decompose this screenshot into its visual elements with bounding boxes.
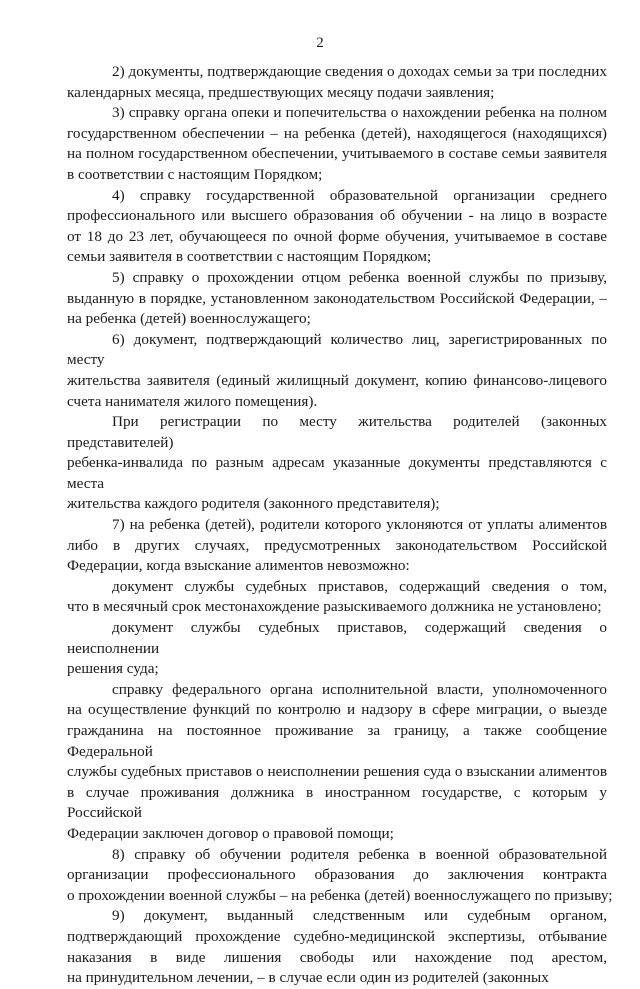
text-line: государственном обеспечении – на ребенка (детей), находящегося (находящихся) [67,124,607,142]
text-line: от 18 до 23 лет, обучающееся по очной форме обучения, учитываемое в составе [67,227,607,245]
text-line: о прохождении военной службы – на ребенка (детей) военнослужащего по призыву; [67,886,613,904]
paragraph [67,906,607,988]
paragraph [67,103,607,185]
paragraph [67,330,607,412]
paragraph [67,577,607,618]
text-line: либо в других случаях, предусмотренных законодательством Российской [67,536,607,554]
text-line: в соответствии с настоящим Порядком; [67,165,323,183]
text-line: службы судебных приставов о неисполнении решения суда о взыскании алиментов [67,763,607,781]
text-line: профессионального или высшего образования об обучении - на лицо в возрасте [67,207,607,225]
text-line: 9) документ, выданный следственным или судебным органом, [112,907,607,925]
text-line: ребенка-инвалида по разным адресам указанные документы представляются с места [67,454,607,492]
text-line: подтверждающий прохождение судебно-медицинской экспертизы, отбывание [67,927,607,945]
text-line: организации профессионального образования до заключения контракта [67,866,607,884]
text-line: документ службы судебных приставов, содержащий сведения о неисполнении [67,619,607,657]
text-line: документ службы судебных приставов, содержащий сведения о том, [112,577,607,595]
paragraph [67,515,607,577]
paragraph [67,412,607,515]
text-line: Федерации, когда взыскание алиментов невозможно: [67,557,410,575]
page-number: 2 [316,35,324,51]
text-line: При регистрации по месту жительства родителей (законных представителей) [67,413,607,451]
text-line: справку федерального органа исполнительной власти, уполномоченного [112,680,607,698]
text-line: на полном государственном обеспечении, учитываемого в составе семьи заявителя [67,145,607,163]
document-body [67,62,613,989]
text-line: 6) документ, подтверждающий количество лиц, зарегистрированных по месту [67,330,607,369]
text-line: решения суда; [67,660,159,678]
text-line: семьи заявителя в соответствии с настоящим Порядком; [67,248,432,266]
text-line: в случае проживания должника в иностранном государстве, с которым у Российской [67,783,607,822]
paragraph [67,186,607,268]
text-line: 2) документы, подтверждающие сведения о доходах семьи за три последних [112,63,607,80]
text-line: выданную в порядке, установленном законодательством Российской Федерации, – [67,289,607,307]
text-line: календарных месяца, предшествующих месяцу подачи заявления; [67,83,495,101]
text-line: гражданина на постоянное проживание за границу, а также сообщение Федеральной [67,722,607,760]
text-line: Федерации заключен договор о правовой помощи; [67,824,394,842]
text-line: на принудительном лечении, – в случае если один из родителей (законных [67,969,549,987]
text-line: на осуществление функций по контролю и надзору в сфере миграции, о выезде [67,701,607,719]
text-line: что в месячный срок местонахождение разыскиваемого должника не установлено; [67,598,602,616]
paragraph [67,268,607,330]
text-line: 3) справку органа опеки и попечительства о нахождении ребенка на полном [112,104,607,122]
text-line: 4) справку государственной образовательной организации среднего [112,186,607,204]
text-line: жительства заявителя (единый жилищный документ, копию финансово-лицевого [67,371,607,389]
paragraph [67,680,607,845]
text-line: на ребенка (детей) военнослужащего; [67,310,311,328]
text-line: наказания в виде лишения свободы или нахождение под арестом, [67,948,607,966]
paragraph [67,845,613,907]
text-line: 7) на ребенка (детей), родители которого уклоняются от уплаты алиментов [112,516,607,534]
paragraph [67,618,607,680]
paragraph [67,62,607,103]
text-line: 5) справку о прохождении отцом ребенка военной службы по призыву, [112,268,607,286]
text-line: жительства каждого родителя (законного представителя); [67,495,440,513]
text-line: счета нанимателя жилого помещения). [67,392,318,410]
text-line: 8) справку об обучении родителя ребенка в военной образовательной [112,845,607,863]
